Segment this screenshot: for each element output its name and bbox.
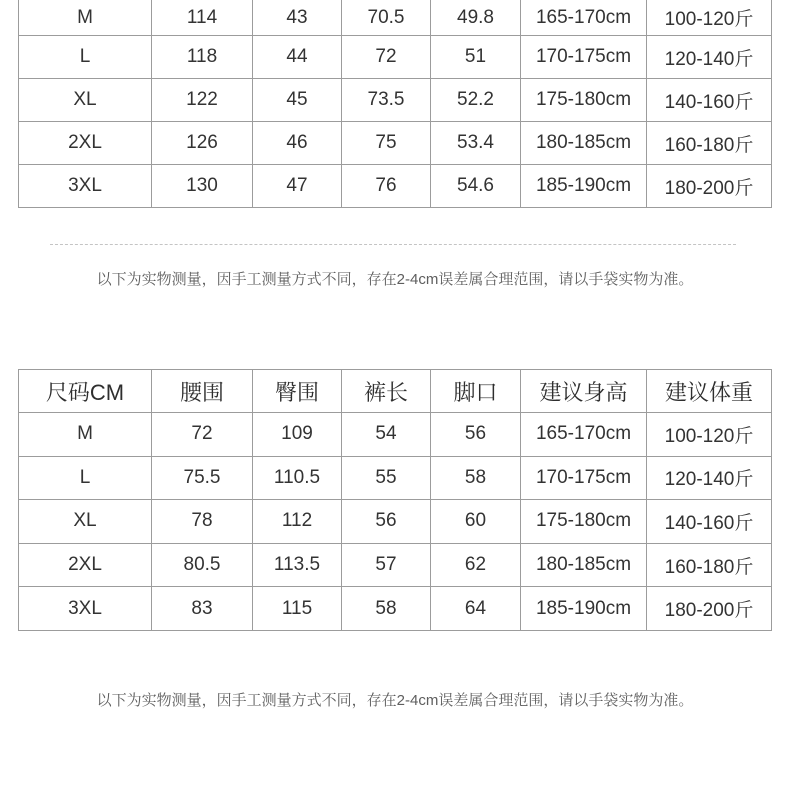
measurement-cell: 64 — [431, 587, 521, 631]
measurement-cell: 56 — [431, 413, 521, 457]
measurement-cell: 54.6 — [431, 165, 521, 208]
measurement-cell: 62 — [431, 544, 521, 588]
measurement-cell: 113.5 — [253, 544, 342, 588]
measurement-cell: 43 — [253, 0, 342, 36]
measurement-cell: 130 — [152, 165, 253, 208]
measurement-cell: 100-120斤 — [647, 413, 772, 457]
measurement-cell: 115 — [253, 587, 342, 631]
measurement-note: 以下为实物测量，因手工测量方式不同，存在2-4cm误差属合理范围，请以手袋实物为准。 — [96, 271, 694, 288]
measurement-cell: 54 — [342, 413, 431, 457]
measurement-cell: 60 — [431, 500, 521, 544]
size-label-cell: 2XL — [19, 122, 152, 165]
size-label-cell: XL — [19, 500, 152, 544]
measurement-cell: 100-120斤 — [647, 0, 772, 36]
measurement-cell: 140-160斤 — [647, 500, 772, 544]
table-row — [19, 544, 772, 588]
measurement-cell: 126 — [152, 122, 253, 165]
size-label-cell: M — [19, 413, 152, 457]
measurement-cell: 46 — [253, 122, 342, 165]
measurement-cell: 165-170cm — [521, 413, 647, 457]
measurement-cell: 83 — [152, 587, 253, 631]
column-header: 腰围 — [152, 370, 253, 413]
measurement-cell: 58 — [342, 587, 431, 631]
measurement-cell: 185-190cm — [521, 165, 647, 208]
table-row — [19, 122, 772, 165]
measurement-cell: 165-170cm — [521, 0, 647, 36]
measurement-cell: 122 — [152, 79, 253, 122]
measurement-cell: 72 — [152, 413, 253, 457]
measurement-cell: 56 — [342, 500, 431, 544]
column-header: 脚口 — [431, 370, 521, 413]
table-row — [19, 0, 772, 36]
measurement-cell: 75 — [342, 122, 431, 165]
size-label-cell: L — [19, 457, 152, 501]
table-row — [19, 165, 772, 208]
measurement-cell: 80.5 — [152, 544, 253, 588]
table-row — [19, 500, 772, 544]
column-header: 尺码CM — [19, 370, 152, 413]
measurement-cell: 140-160斤 — [647, 79, 772, 122]
measurement-cell: 53.4 — [431, 122, 521, 165]
table-row — [19, 457, 772, 501]
measurement-cell: 110.5 — [253, 457, 342, 501]
measurement-cell: 118 — [152, 36, 253, 79]
size-label-cell: 3XL — [19, 165, 152, 208]
table-row — [19, 79, 772, 122]
measurement-cell: 180-200斤 — [647, 165, 772, 208]
measurement-cell: 160-180斤 — [647, 122, 772, 165]
measurement-cell: 120-140斤 — [647, 36, 772, 79]
measurement-cell: 112 — [253, 500, 342, 544]
measurement-cell: 58 — [431, 457, 521, 501]
column-header: 裤长 — [342, 370, 431, 413]
column-header: 臀围 — [253, 370, 342, 413]
measurement-cell: 109 — [253, 413, 342, 457]
measurement-cell: 72 — [342, 36, 431, 79]
measurement-cell: 57 — [342, 544, 431, 588]
measurement-cell: 45 — [253, 79, 342, 122]
size-label-cell: 3XL — [19, 587, 152, 631]
table-row — [19, 413, 772, 457]
measurement-cell: 175-180cm — [521, 500, 647, 544]
measurement-cell: 51 — [431, 36, 521, 79]
measurement-cell: 78 — [152, 500, 253, 544]
column-header: 建议身高 — [521, 370, 647, 413]
measurement-cell: 76 — [342, 165, 431, 208]
measurement-cell: 47 — [253, 165, 342, 208]
measurement-cell: 160-180斤 — [647, 544, 772, 588]
size-table-top — [18, 0, 772, 208]
size-table-bottom — [18, 369, 772, 631]
size-label-cell: 2XL — [19, 544, 152, 588]
measurement-cell: 180-185cm — [521, 122, 647, 165]
measurement-cell: 185-190cm — [521, 587, 647, 631]
measurement-cell: 170-175cm — [521, 36, 647, 79]
measurement-cell: 70.5 — [342, 0, 431, 36]
measurement-cell: 180-200斤 — [647, 587, 772, 631]
table-row — [19, 36, 772, 79]
measurement-cell: 170-175cm — [521, 457, 647, 501]
measurement-note: 以下为实物测量，因手工测量方式不同，存在2-4cm误差属合理范围，请以手袋实物为准。 — [96, 692, 694, 709]
size-label-cell: XL — [19, 79, 152, 122]
table-row — [19, 587, 772, 631]
measurement-cell: 180-185cm — [521, 544, 647, 588]
measurement-cell: 175-180cm — [521, 79, 647, 122]
table-header-row — [19, 370, 772, 413]
measurement-cell: 55 — [342, 457, 431, 501]
column-header: 建议体重 — [647, 370, 772, 413]
measurement-cell: 73.5 — [342, 79, 431, 122]
size-label-cell: L — [19, 36, 152, 79]
measurement-cell: 52.2 — [431, 79, 521, 122]
size-label-cell: M — [19, 0, 152, 36]
measurement-cell: 75.5 — [152, 457, 253, 501]
measurement-cell: 44 — [253, 36, 342, 79]
dashed-divider — [50, 244, 736, 245]
measurement-cell: 114 — [152, 0, 253, 36]
measurement-cell: 120-140斤 — [647, 457, 772, 501]
measurement-cell: 49.8 — [431, 0, 521, 36]
